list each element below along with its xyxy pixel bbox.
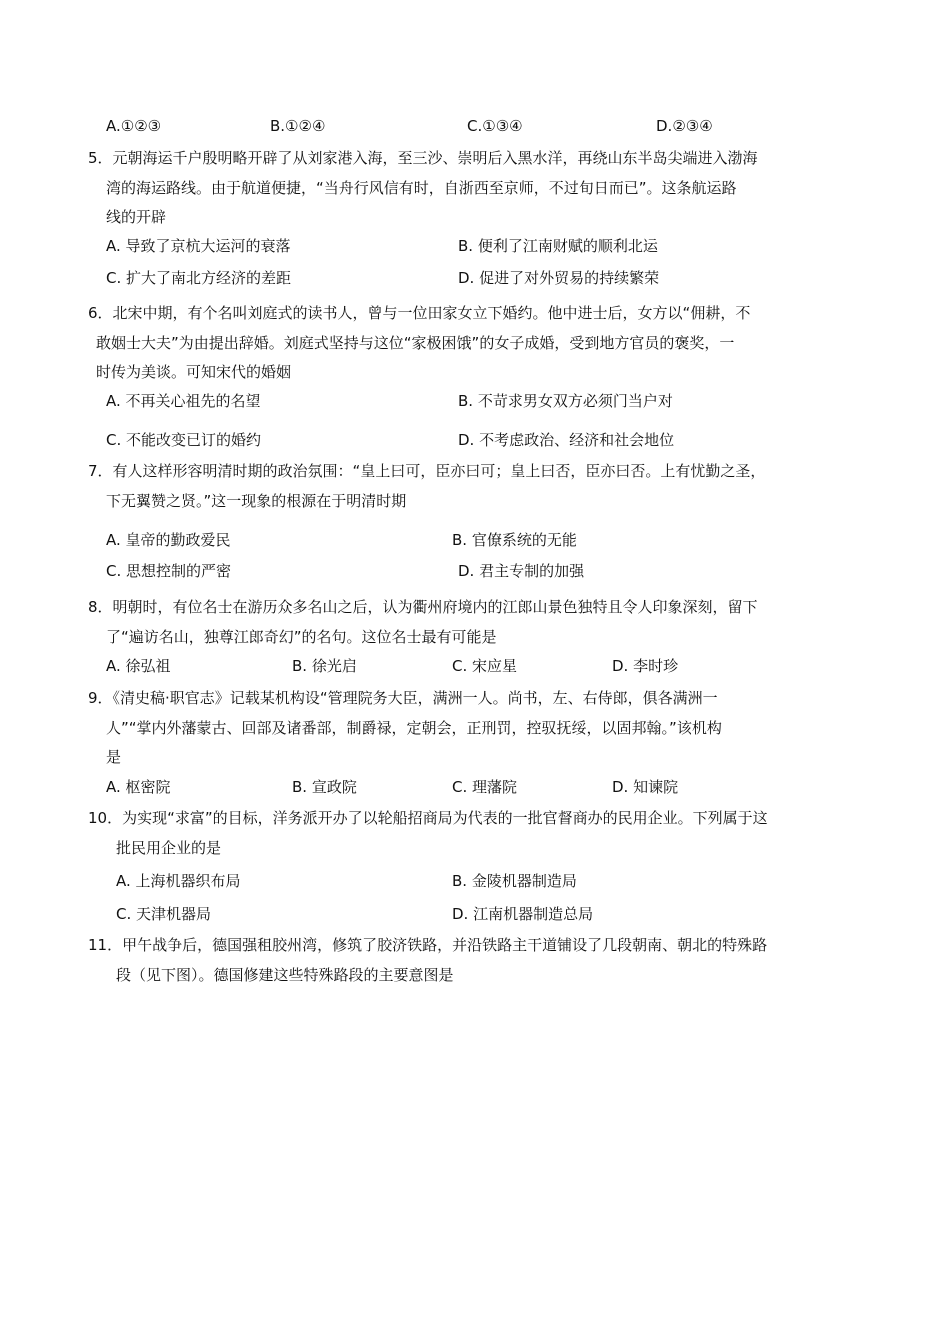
question-text-line: 6．北宋中期，有个名叫刘庭式的读书人，曾与一位田家女立下婚约。他中进士后，女方以“佣耕，不 <box>88 304 751 322</box>
q6-option-b: B. 不苛求男女双方必须门当户对 <box>458 392 673 410</box>
question-text-line: 湾的海运路线。由于航道便捷，“当舟行风信有时，自浙西至京师，不过旬日而已”。这条航运路 <box>106 179 737 197</box>
q5-option-c: C. 扩大了南北方经济的差距 <box>106 269 292 287</box>
q9-option-a: A. 枢密院 <box>106 778 171 796</box>
q5-option-a: A. 导致了京杭大运河的衰落 <box>106 237 291 255</box>
q6-option-c: C. 不能改变已订的婚约 <box>106 431 262 449</box>
q4-option-c: C.①③④ <box>467 117 523 135</box>
question-text-line: 段（见下图）。德国修建这些特殊路段的主要意图是 <box>116 966 454 984</box>
q10-option-a: A. 上海机器织布局 <box>116 872 241 890</box>
q7-option-c: C. 思想控制的严密 <box>106 562 232 580</box>
q8-option-a: A. 徐弘祖 <box>106 657 171 675</box>
q5-option-b: B. 便利了江南财赋的顺利北运 <box>458 237 658 255</box>
question-text-line: 下无翼赞之贤。”这一现象的根源在于明清时期 <box>106 492 407 510</box>
question-text-line: 了“遍访名山，独尊江郎奇幻”的名句。这位名士最有可能是 <box>106 628 497 646</box>
question-text-line: 批民用企业的是 <box>116 839 222 857</box>
q4-option-b: B.①②④ <box>270 117 326 135</box>
q5-option-d: D. 促进了对外贸易的持续繁荣 <box>458 269 660 287</box>
q6-option-d: D. 不考虑政治、经济和社会地位 <box>458 431 675 449</box>
question-text-line: 11．甲午战争后，德国强租胶州湾，修筑了胶济铁路，并沿铁路主干道铺设了几段朝南、朝北的特殊路 <box>88 936 768 954</box>
question-text-line: 线的开辟 <box>106 208 167 226</box>
q8-option-c: C. 宋应星 <box>452 657 518 675</box>
question-text-line: 人”“掌内外藩蒙古、回部及诸番部，制爵禄，定朝会，正刑罚，控驭抚绥，以固邦翰。”该机构 <box>106 719 722 737</box>
question-text-line: 5．元朝海运千户殷明略开辟了从刘家港入海，至三沙、崇明后入黑水洋，再绕山东半岛尖端进入渤海 <box>88 149 758 167</box>
q9-option-b: B. 宣政院 <box>292 778 357 796</box>
q10-option-b: B. 金陵机器制造局 <box>452 872 577 890</box>
q7-option-b: B. 官僚系统的无能 <box>452 531 577 549</box>
q8-option-b: B. 徐光启 <box>292 657 357 675</box>
question-text-line: 是 <box>106 748 122 766</box>
question-text-line: 时传为美谈。可知宋代的婚姻 <box>96 363 292 381</box>
q10-option-c: C. 天津机器局 <box>116 905 212 923</box>
q7-option-d: D. 君主专制的加强 <box>458 562 585 580</box>
q4-option-a: A.①②③ <box>106 117 162 135</box>
question-text-line: 9．《清史稿·职官志》记载某机构设“管理院务大臣，满洲一人。尚书，左、右侍郎，俱各满洲一 <box>88 689 718 707</box>
q10-option-d: D. 江南机器制造总局 <box>452 905 594 923</box>
q6-option-a: A. 不再关心祖先的名望 <box>106 392 261 410</box>
q7-option-a: A. 皇帝的勤政爱民 <box>106 531 231 549</box>
question-text-line: 8．明朝时，有位名士在游历众多名山之后，认为衢州府境内的江郎山景色独特且令人印象深刻，留下 <box>88 598 758 616</box>
question-text-line: 7．有人这样形容明清时期的政治氛围：“皇上曰可，臣亦曰可；皇上曰否，臣亦曰否。上有忧勤之圣， <box>88 462 766 480</box>
q9-option-d: D. 知谏院 <box>612 778 679 796</box>
question-text-line: 敢姻士大夫”为由提出辞婚。刘庭式坚持与这位“家极困饿”的女子成婚，受到地方官员的褒奖，一 <box>96 334 735 352</box>
q9-option-c: C. 理藩院 <box>452 778 518 796</box>
q8-option-d: D. 李时珍 <box>612 657 679 675</box>
question-text-line: 10．为实现“求富”的目标，洋务派开办了以轮船招商局为代表的一批官督商办的民用企业。下列属于这 <box>88 809 768 827</box>
q4-option-d: D.②③④ <box>656 117 713 135</box>
